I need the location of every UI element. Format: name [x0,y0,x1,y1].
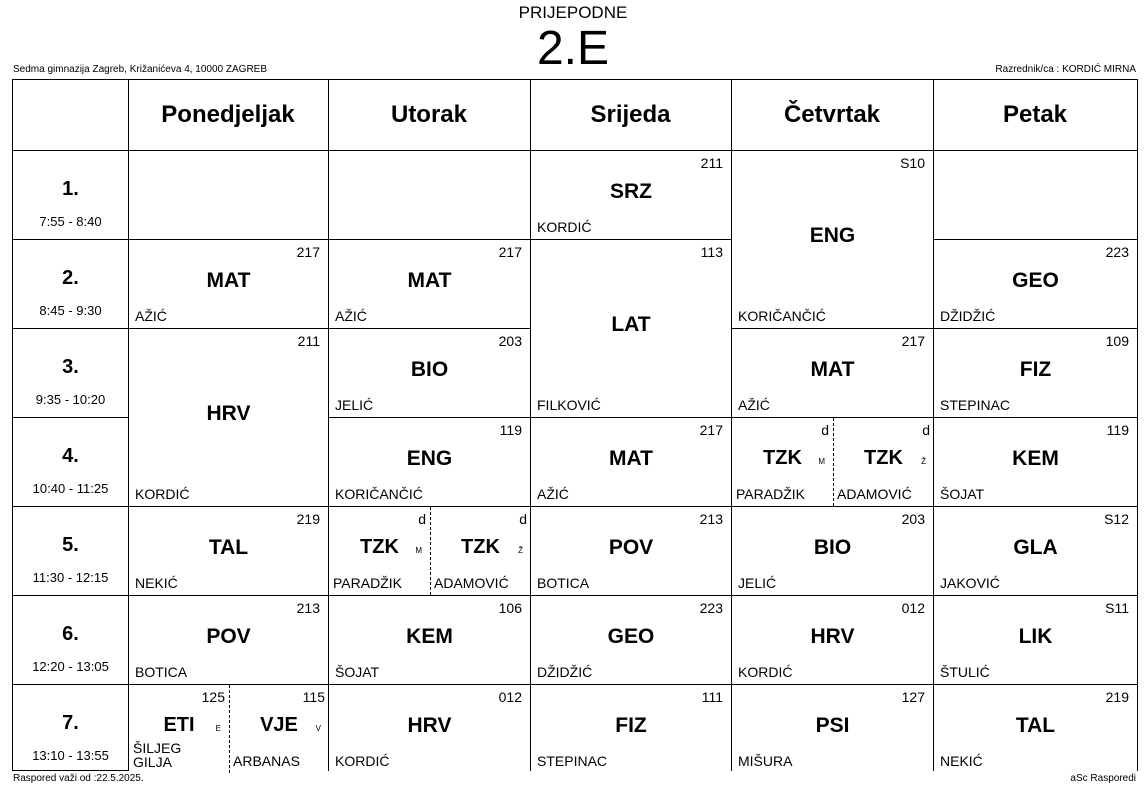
teacher-name: ŠTULIĆ [940,664,990,680]
room-number: 012 [901,600,925,616]
day-header: Srijeda [590,101,671,128]
subject-code: MAT [206,269,251,292]
room-number: 213 [296,600,320,616]
period-time: 11:30 - 12:15 [32,570,109,585]
room-number: 113 [700,244,723,260]
period-number: 4. [62,445,79,467]
lesson-cell[interactable] [732,595,933,684]
teacher-name: ŠILJEG GILJA [133,740,182,770]
period-time: 7:55 - 8:40 [39,214,102,229]
period-time: 10:40 - 11:25 [32,481,109,496]
room-number: 217 [901,333,925,349]
teacher-name: NEKIĆ [135,575,178,591]
subject-code: LIK [1018,625,1053,648]
room-number: 109 [1105,333,1129,349]
teacher-name: KORDIĆ [135,486,190,502]
subject-code: HRV [810,625,855,648]
lesson-cell[interactable] [329,328,530,417]
lesson-cell[interactable] [329,684,530,773]
teacher-name: FILKOVIĆ [537,397,601,413]
teacher-name: AŽIĆ [537,486,569,502]
lesson-cell[interactable] [531,239,731,417]
teacher-name: DŽIDŽIĆ [940,308,996,324]
lesson-group[interactable] [129,685,229,773]
lesson-group[interactable] [833,418,934,506]
period-divider [13,506,128,507]
subject-code: POV [206,625,251,648]
subject-code: KEM [406,625,453,648]
lesson-group[interactable] [329,507,430,595]
group-tag: Ž [921,457,926,466]
class-teacher: Razrednik/ca : KORDIĆ MIRNA [995,64,1136,75]
day-header: Utorak [390,101,468,128]
period-divider [13,595,128,596]
teacher-name: ŠOJAT [335,664,380,680]
subject-code: MAT [609,447,653,470]
lesson-cell[interactable] [531,417,731,506]
group-tag: M [818,457,825,466]
subject-code: TZK [864,447,903,469]
lesson-cell[interactable] [934,417,1137,506]
teacher-name: ŠOJAT [940,486,985,502]
period-number: 6. [62,623,79,645]
teacher-name: NEKIĆ [940,753,983,769]
room-number: 127 [901,689,925,705]
room-number: 125 [201,689,225,705]
room-number: 211 [700,155,723,171]
lesson-cell[interactable] [329,595,530,684]
teacher-name: JELIĆ [738,575,777,591]
day-header: Petak [1002,101,1068,128]
timetable-grid [12,79,1138,771]
subject-code: ETI [163,714,195,736]
period-time: 13:10 - 13:55 [32,748,109,763]
lesson-cell[interactable] [934,328,1137,417]
group-divider [430,507,431,595]
day-header: Četvrtak [783,101,881,128]
subject-code: FIZ [615,714,647,737]
group-divider [229,685,230,773]
period-number: 5. [62,534,79,556]
period-time: 9:35 - 10:20 [35,392,106,407]
subject-code: MAT [407,269,452,292]
subject-code: ENG [809,224,856,247]
subject-code: PSI [815,714,850,737]
subject-code: TAL [208,536,249,559]
period-number: 1. [62,178,79,200]
teacher-name: STEPINAC [940,397,1011,413]
lesson-cell[interactable] [129,684,328,773]
teacher-name: ARBANAS [233,753,300,769]
lesson-group[interactable] [732,418,833,506]
period-time: 12:20 - 13:05 [32,659,109,674]
teacher-name: ADAMOVIĆ [837,486,912,502]
room-number: 119 [1106,422,1129,438]
period-number: 3. [62,356,79,378]
teacher-name: AŽIĆ [135,308,167,324]
group-tag: M [415,546,422,555]
period-divider [13,328,128,329]
teacher-name: AŽIĆ [738,397,770,413]
room-number: d [922,422,930,438]
software-credit: aSc Rasporedi [1070,773,1136,784]
room-number: 217 [498,244,522,260]
lesson-cell[interactable] [531,595,731,684]
subject-code: LAT [611,313,651,336]
room-number: S11 [1105,600,1129,616]
group-tag: E [215,724,221,733]
lesson-cell[interactable] [732,328,933,417]
lesson-group[interactable] [229,685,329,773]
room-number: d [519,511,527,527]
teacher-name: KORIČANČIĆ [738,308,826,324]
lesson-cell[interactable] [934,239,1137,328]
subject-code: TZK [461,536,500,558]
subject-code: GEO [607,625,655,648]
lesson-cell[interactable] [732,684,933,773]
lesson-cell[interactable] [329,239,530,328]
room-number: 119 [499,422,522,438]
subject-code: SRZ [610,180,652,203]
teacher-name: MIŠURA [738,753,793,769]
teacher-name: BOTICA [537,575,590,591]
subject-code: POV [608,536,654,559]
lesson-cell[interactable] [732,417,933,506]
lesson-cell[interactable] [531,506,731,595]
subject-code: GLA [1013,536,1058,559]
subject-code: BIO [813,536,852,559]
period-number: 7. [62,712,79,734]
room-number: 217 [296,244,320,260]
room-number: 111 [701,689,723,705]
teacher-name: JAKOVIĆ [940,575,1000,591]
subject-code: TAL [1015,714,1056,737]
room-number: 012 [498,689,522,705]
room-number: 203 [498,333,522,349]
teacher-name: JELIĆ [335,397,374,413]
room-number: 106 [498,600,522,616]
room-number: S10 [900,155,925,171]
room-number: S12 [1104,511,1129,527]
room-number: 219 [1105,689,1129,705]
subject-code: BIO [410,358,449,381]
period-divider [13,417,128,418]
teacher-name: KORDIĆ [537,219,592,235]
class-title: 2.E [536,22,610,75]
lesson-cell[interactable] [129,239,328,328]
teacher-name: AŽIĆ [335,308,367,324]
subject-code: VJE [260,714,298,736]
group-tag: V [315,724,321,733]
room-number: d [821,422,829,438]
room-number: 203 [901,511,925,527]
shift-label: PRIJEPODNE [518,3,628,22]
lesson-cell[interactable] [934,595,1137,684]
lesson-cell[interactable] [329,506,530,595]
teacher-name: BOTICA [135,664,188,680]
lesson-cell[interactable] [934,684,1137,773]
lesson-cell[interactable] [329,417,530,506]
room-number: 115 [302,689,325,705]
group-divider [833,418,834,506]
lesson-cell[interactable] [732,150,933,328]
subject-code: HRV [407,714,452,737]
school-name: Sedma gimnazija Zagreb, Križanićeva 4, 10000 ZAGREB [13,64,268,75]
period-divider [13,239,128,240]
subject-code: TZK [360,536,399,558]
period-divider [13,684,128,685]
lesson-group[interactable] [430,507,531,595]
lesson-cell[interactable] [129,595,328,684]
teacher-name: KORIČANČIĆ [335,486,423,502]
teacher-name: PARADŽIK [736,486,805,502]
room-number: 223 [699,600,723,616]
period-time: 8:45 - 9:30 [39,303,102,318]
subject-code: KEM [1012,447,1059,470]
teacher-name: STEPINAC [537,753,608,769]
teacher-name: PARADŽIK [333,575,402,591]
lesson-cell[interactable] [531,684,731,773]
lesson-cell[interactable] [129,506,328,595]
room-number: 217 [699,422,723,438]
teacher-name: ADAMOVIĆ [434,575,509,591]
room-number: 219 [296,511,320,527]
room-number: 223 [1105,244,1129,260]
subject-code: HRV [206,402,251,425]
valid-from-note: Raspored važi od :22.5.2025. [13,773,144,784]
lesson-cell[interactable] [934,506,1137,595]
teacher-name: DŽIDŽIĆ [537,664,593,680]
lesson-cell[interactable] [129,328,328,506]
lesson-cell[interactable] [531,150,731,239]
room-number: d [418,511,426,527]
subject-code: GEO [1012,269,1059,292]
day-header: Ponedjeljak [161,101,295,128]
room-number: 213 [699,511,723,527]
period-number: 2. [62,267,79,289]
room-number: 211 [297,333,320,349]
lesson-cell[interactable] [732,506,933,595]
subject-code: MAT [810,358,855,381]
subject-code: TZK [763,447,802,469]
subject-code: ENG [406,447,453,470]
teacher-name: KORDIĆ [738,664,793,680]
teacher-name: KORDIĆ [335,753,390,769]
subject-code: FIZ [1019,358,1052,381]
group-tag: Ž [518,546,523,555]
